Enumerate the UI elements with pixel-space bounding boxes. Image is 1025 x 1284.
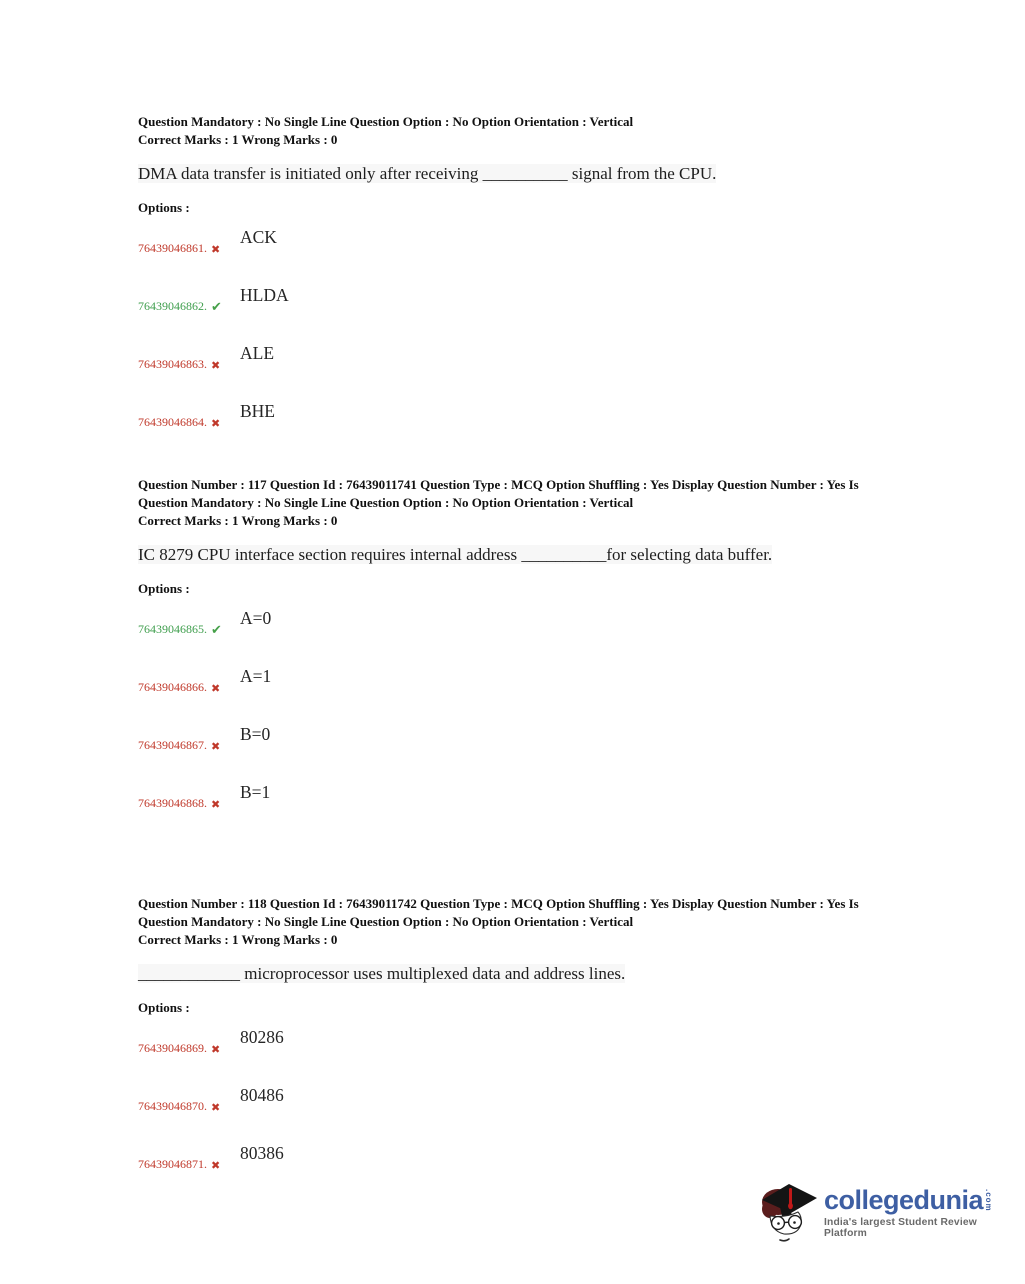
collegedunia-mascot-icon <box>758 1176 820 1244</box>
option-row <box>138 1026 908 1060</box>
option-id <box>138 241 220 256</box>
option-id-number: 76439046871. <box>138 1157 207 1171</box>
option-row <box>138 607 908 641</box>
option-id <box>138 415 220 430</box>
cross-icon: ✖ <box>211 799 221 811</box>
options-list <box>138 226 908 434</box>
option-id <box>138 796 220 811</box>
check-icon: ✔ <box>211 622 222 637</box>
option-id-number: 76439046868. <box>138 796 207 810</box>
cross-icon: ✖ <box>211 418 221 430</box>
options-heading: Options : <box>138 200 190 215</box>
option-row <box>138 723 908 757</box>
option-id <box>138 299 222 313</box>
question-text-content: DMA data transfer is initiated only after receiving __________ signal from the CPU. <box>138 164 717 183</box>
question-text <box>138 538 828 571</box>
options-list <box>138 607 908 815</box>
option-row <box>138 1084 908 1118</box>
option-id-number: 76439046863. <box>138 357 207 371</box>
option-id <box>138 1157 220 1172</box>
question-meta-line: Question Mandatory : No Single Line Question Option : No Option Orientation : Vertical <box>138 114 634 129</box>
cross-icon: ✖ <box>211 1160 221 1172</box>
question-meta-line: Correct Marks : 1 Wrong Marks : 0 <box>138 132 338 147</box>
question-text <box>138 157 828 190</box>
question-block <box>138 113 908 458</box>
options-heading: Options : <box>138 581 190 596</box>
question-text-content: ____________ microprocessor uses multiplexed data and address lines. <box>138 964 626 983</box>
option-id <box>138 622 222 636</box>
brand-name: collegedunia <box>824 1185 984 1215</box>
question-meta-line: Correct Marks : 1 Wrong Marks : 0 <box>138 513 338 528</box>
option-id-number: 76439046866. <box>138 680 207 694</box>
question-text-content: IC 8279 CPU interface section requires internal address __________for selecting data buffer. <box>138 545 773 564</box>
option-id <box>138 738 220 753</box>
check-icon: ✔ <box>211 299 222 314</box>
option-id-number: 76439046862. <box>138 299 207 313</box>
brand-tagline: India's largest Student Review Platform <box>824 1217 977 1239</box>
cross-icon: ✖ <box>211 360 221 372</box>
cross-icon: ✖ <box>211 1044 221 1056</box>
option-id-number: 76439046861. <box>138 241 207 255</box>
option-label: ACK <box>240 227 277 247</box>
cross-icon: ✖ <box>211 741 221 753</box>
option-row <box>138 342 908 376</box>
option-id <box>138 357 220 372</box>
option-row <box>138 665 908 699</box>
question-meta-line: Question Mandatory : No Single Line Question Option : No Option Orientation : Vertical <box>138 914 634 929</box>
option-label: A=0 <box>240 608 272 628</box>
cross-icon: ✖ <box>211 1102 221 1114</box>
question-meta-line: Question Number : 117 Question Id : 76439011741 Question Type : MCQ Option Shuffling : Yes Display Question Number : Yes Is <box>138 477 859 492</box>
option-row <box>138 781 908 815</box>
option-id-number: 76439046869. <box>138 1041 207 1055</box>
option-id <box>138 1099 220 1114</box>
cross-icon: ✖ <box>211 683 221 695</box>
question-text <box>138 957 828 990</box>
brand-suffix: .com <box>984 1189 994 1212</box>
question-meta-line: Correct Marks : 1 Wrong Marks : 0 <box>138 932 338 947</box>
option-id <box>138 1041 220 1056</box>
option-label: 80486 <box>240 1085 284 1105</box>
option-label: ALE <box>240 343 275 363</box>
options-list <box>138 1026 908 1176</box>
option-row <box>138 1142 908 1176</box>
option-label: 80386 <box>240 1143 284 1163</box>
option-id-number: 76439046867. <box>138 738 207 752</box>
option-label: HLDA <box>240 285 289 305</box>
option-row <box>138 226 908 260</box>
options-heading: Options : <box>138 1000 190 1015</box>
question-meta-line: Question Mandatory : No Single Line Question Option : No Option Orientation : Vertical <box>138 495 634 510</box>
question-block <box>138 895 908 1200</box>
option-label: 80286 <box>240 1027 284 1047</box>
option-row <box>138 284 908 318</box>
question-meta-line: Question Number : 118 Question Id : 76439011742 Question Type : MCQ Option Shuffling : Yes Display Question Number : Yes Is <box>138 896 859 911</box>
question-block <box>138 476 908 839</box>
brand-text-group <box>824 1176 1020 1239</box>
option-label: B=0 <box>240 724 271 744</box>
option-row <box>138 400 908 434</box>
cross-icon: ✖ <box>211 244 221 256</box>
collegedunia-logo <box>758 1176 1020 1248</box>
option-label: BHE <box>240 401 275 421</box>
option-id-number: 76439046865. <box>138 622 207 636</box>
option-id-number: 76439046864. <box>138 415 207 429</box>
option-id <box>138 680 220 695</box>
option-label: A=1 <box>240 666 272 686</box>
option-label: B=1 <box>240 782 271 802</box>
option-id-number: 76439046870. <box>138 1099 207 1113</box>
